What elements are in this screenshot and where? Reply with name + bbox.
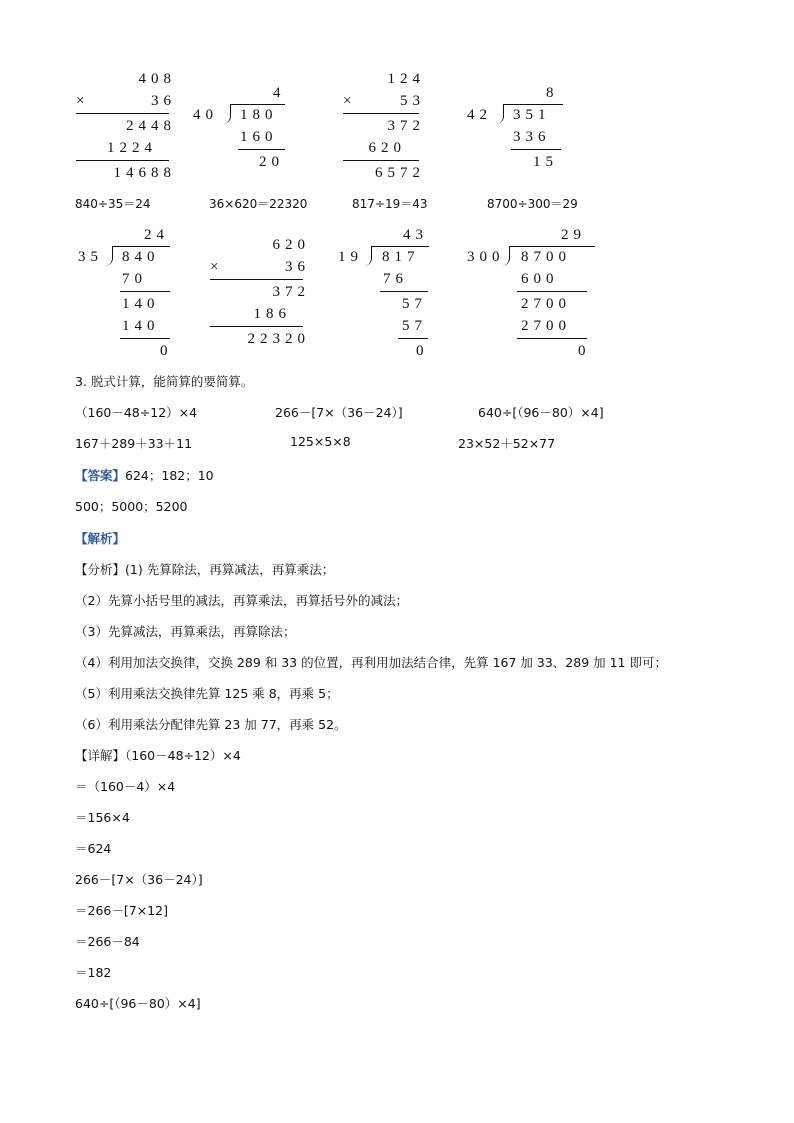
remainder-1: 140 [122, 296, 160, 312]
multiplier: 36 [151, 93, 176, 109]
dividend: 817 [382, 249, 420, 265]
rule [238, 149, 285, 150]
detail-tag: 【详解】 [75, 748, 126, 763]
multiply-sign: × [76, 93, 90, 109]
divisor: 35 [78, 249, 103, 265]
detail-line-2: ＝（160－4）×4 [75, 779, 176, 794]
fenxi-tag: 【分析】 [75, 562, 126, 577]
partial-product-2: 186 [253, 306, 291, 322]
subtrahend-2: 140 [122, 318, 160, 334]
quotient: 43 [403, 227, 428, 243]
long-division-180div40 [190, 84, 300, 174]
division-bar [112, 246, 170, 247]
quotient: 29 [561, 227, 586, 243]
multiplier: 53 [400, 93, 425, 109]
divisor: 40 [193, 107, 218, 123]
division-bracket [364, 246, 372, 266]
dividend: 8700 [521, 249, 571, 265]
analysis-text-1: (1) 先算除法，再算减法，再算乘法； [125, 562, 335, 577]
multiplicand: 124 [387, 71, 425, 87]
problem-1: （160－48÷12）×4 [75, 405, 198, 420]
detail-line-6: ＝266－[7×12] [75, 903, 168, 918]
division-bar [509, 246, 595, 247]
divisor: 19 [338, 249, 363, 265]
dividend: 351 [513, 107, 551, 123]
detail-line-3: ＝156×4 [75, 810, 130, 825]
product: 14688 [113, 165, 176, 181]
remainder-final: 0 [416, 343, 429, 359]
detail-heading [75, 746, 241, 764]
analysis-item-5: （5）利用乘法交换律先算 125 乘 8，再乘 5； [75, 686, 339, 701]
long-division-840div35 [76, 226, 181, 361]
subtrahend-1: 70 [122, 271, 147, 287]
detail-line-8: ＝182 [75, 965, 112, 980]
remainder: 15 [533, 154, 558, 170]
rule [398, 338, 428, 339]
vertical-multiplication-408x36 [76, 70, 176, 185]
problem-4: 167＋289＋33＋11 [75, 436, 193, 451]
quotient: 24 [144, 227, 169, 243]
remainder-1: 2700 [521, 296, 571, 312]
division-bracket [223, 104, 231, 124]
rule [76, 113, 169, 114]
long-division-8700div300 [465, 226, 605, 361]
rule [511, 149, 561, 150]
partial-product-1: 372 [272, 284, 310, 300]
equation-1: 840÷35＝24 [75, 197, 151, 211]
divisor: 42 [467, 107, 492, 123]
remainder: 20 [259, 154, 284, 170]
multiplicand: 620 [272, 237, 310, 253]
subtrahend: 160 [240, 129, 278, 145]
analysis-item-4: （4）利用加法交换律，交换 289 和 33 的位置，再利用加法结合律，先算 167 加 33、289 加 11 即可； [75, 655, 667, 670]
quotient: 8 [546, 85, 559, 101]
analysis-item-1 [75, 560, 334, 578]
partial-product-1: 372 [387, 118, 425, 134]
multiply-sign: × [210, 259, 224, 275]
dividend: 180 [240, 107, 278, 123]
division-bracket [105, 246, 113, 266]
subtrahend-2: 57 [402, 318, 427, 334]
equation-2: 36×620＝22320 [209, 197, 308, 211]
division-bar [503, 104, 563, 105]
detail-line-9: 640÷[（96－80）×4] [75, 996, 201, 1011]
detail-line-4: ＝624 [75, 841, 112, 856]
remainder-final: 0 [578, 343, 591, 359]
product: 22320 [247, 331, 310, 347]
multiplier: 36 [285, 259, 310, 275]
long-division-817div19 [336, 226, 441, 361]
equation-4: 8700÷300＝29 [487, 197, 578, 211]
analysis-item-6: （6）利用乘法分配律先算 23 加 77，再乘 52。 [75, 717, 347, 732]
rule [120, 338, 170, 339]
subtrahend: 336 [513, 129, 551, 145]
problem-2: 266－[7×（36－24）] [275, 405, 403, 420]
analysis-item-3: （3）先算减法，再算乘法，再算除法； [75, 624, 296, 639]
multiply-sign: × [343, 93, 357, 109]
analysis-heading [75, 529, 125, 547]
detail-line-7: ＝266－84 [75, 934, 140, 949]
rule [76, 160, 169, 161]
problem-5: 125×5×8 [290, 434, 351, 449]
section-title: 3. 脱式计算，能简算的要简算。 [75, 374, 254, 389]
vertical-multiplication-620x36 [210, 236, 310, 351]
problem-3: 640÷[（96－80）×4] [478, 405, 604, 420]
vertical-multiplication-124x53 [343, 70, 425, 185]
multiplicand: 408 [138, 71, 176, 87]
detail-line-5: 266－[7×（36－24）] [75, 872, 203, 887]
division-bracket [496, 104, 504, 124]
equation-3: 817÷19＝43 [352, 197, 428, 211]
subtrahend-1: 600 [521, 271, 559, 287]
rule [343, 113, 419, 114]
partial-product-2: 1224 [107, 140, 157, 156]
answer-line-2: 500；5000；5200 [75, 499, 188, 514]
division-bar [230, 104, 285, 105]
answer-tag: 【答案】 [75, 468, 126, 483]
rule [210, 279, 303, 280]
rule [517, 291, 587, 292]
rule [120, 291, 170, 292]
dividend: 840 [122, 249, 160, 265]
subtrahend-1: 76 [383, 271, 408, 287]
answer-line-1 [75, 466, 214, 484]
divisor: 300 [467, 249, 505, 265]
division-bar [371, 246, 429, 247]
analysis-tag: 【解析】 [75, 531, 126, 546]
analysis-item-2: （2）先算小括号里的减法，再算乘法，再算括号外的减法； [75, 593, 408, 608]
partial-product-2: 620 [368, 140, 406, 156]
remainder-1: 57 [402, 296, 427, 312]
rule [517, 338, 587, 339]
long-division-351div42 [465, 84, 575, 174]
detail-line-1: （160－48÷12）×4 [125, 748, 241, 763]
product: 6572 [375, 165, 425, 181]
quotient: 4 [273, 85, 286, 101]
rule [210, 326, 303, 327]
partial-product-1: 2448 [126, 118, 176, 134]
answer-values-1: 624；182；10 [125, 468, 214, 483]
problem-6: 23×52＋52×77 [458, 436, 556, 451]
remainder-final: 0 [160, 343, 173, 359]
subtrahend-2: 2700 [521, 318, 571, 334]
rule [380, 291, 428, 292]
rule [343, 160, 419, 161]
